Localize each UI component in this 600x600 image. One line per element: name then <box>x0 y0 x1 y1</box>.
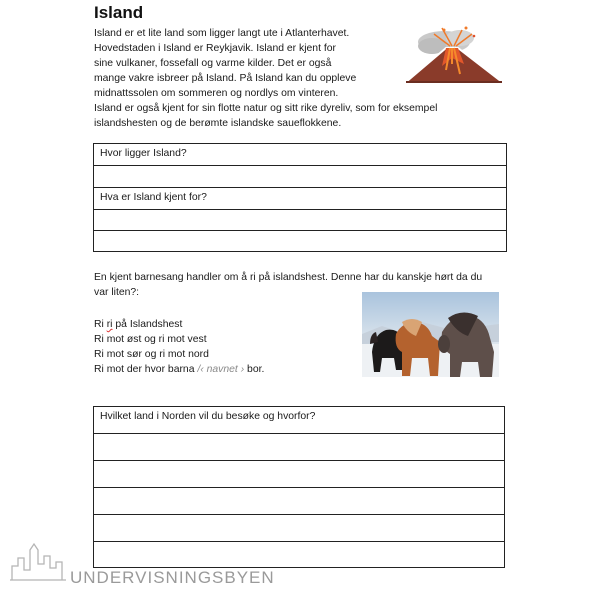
intro-line: islandshesten og de berømte islandske saueflokkene. <box>94 118 342 129</box>
answer-box-1 <box>93 143 507 252</box>
intro-paragraph <box>94 26 438 131</box>
intro-line: mange vakre isbreer på Island. På Island kan du oppleve <box>94 73 357 84</box>
question-label: Hvilket land i Norden vil du besøke og hvorfor? <box>94 407 504 434</box>
intro-line: Island er et lite land som ligger langt ute i Atlanterhavet. <box>94 28 350 39</box>
question-label: Hva er Island kjent for? <box>94 188 506 210</box>
name-blank: /‹ navnet › <box>197 364 245 375</box>
answer-line[interactable] <box>94 434 504 461</box>
intro-line: midnattssolen om sommeren og nordlys om vinteren. <box>94 88 339 99</box>
question-label: Hvor ligger Island? <box>94 144 506 166</box>
icelandic-horses-photo <box>362 292 499 377</box>
answer-line[interactable] <box>94 488 504 515</box>
answer-line[interactable] <box>94 515 504 542</box>
answer-line[interactable] <box>94 210 506 231</box>
answer-box-2 <box>93 406 505 568</box>
answer-line[interactable] <box>94 542 504 567</box>
song-line-4: Ri mot der hvor barna /‹ navnet › bor. <box>94 364 265 375</box>
intro-line: sine vulkaner, fossefall og varme kilder. Det er også <box>94 58 332 69</box>
answer-line[interactable] <box>94 461 504 488</box>
answer-line[interactable] <box>94 166 506 188</box>
song-lyrics <box>94 317 264 377</box>
brand-logo-text: UNDERVISNINGSBYEN <box>70 568 275 587</box>
song-intro: En kjent barnesang handler om å ri på islandshest. Denne har du kanskje hørt da du var liten?: <box>94 272 483 298</box>
song-line-3: Ri mot sør og ri mot nord <box>94 349 209 360</box>
city-skyline-icon <box>10 540 68 582</box>
answer-line[interactable] <box>94 231 506 251</box>
intro-line: Island er også kjent for sin flotte natur og sitt rike dyreliv, som for eksempel <box>94 103 438 114</box>
volcano-illustration <box>402 24 510 88</box>
page-title: Island <box>94 3 144 22</box>
song-line-1: Ri ri på Islandshest <box>94 319 183 330</box>
intro-line: Hovedstaden i Island er Reykjavik. Island er kjent for <box>94 43 336 54</box>
song-line-2: Ri mot øst og ri mot vest <box>94 334 207 345</box>
